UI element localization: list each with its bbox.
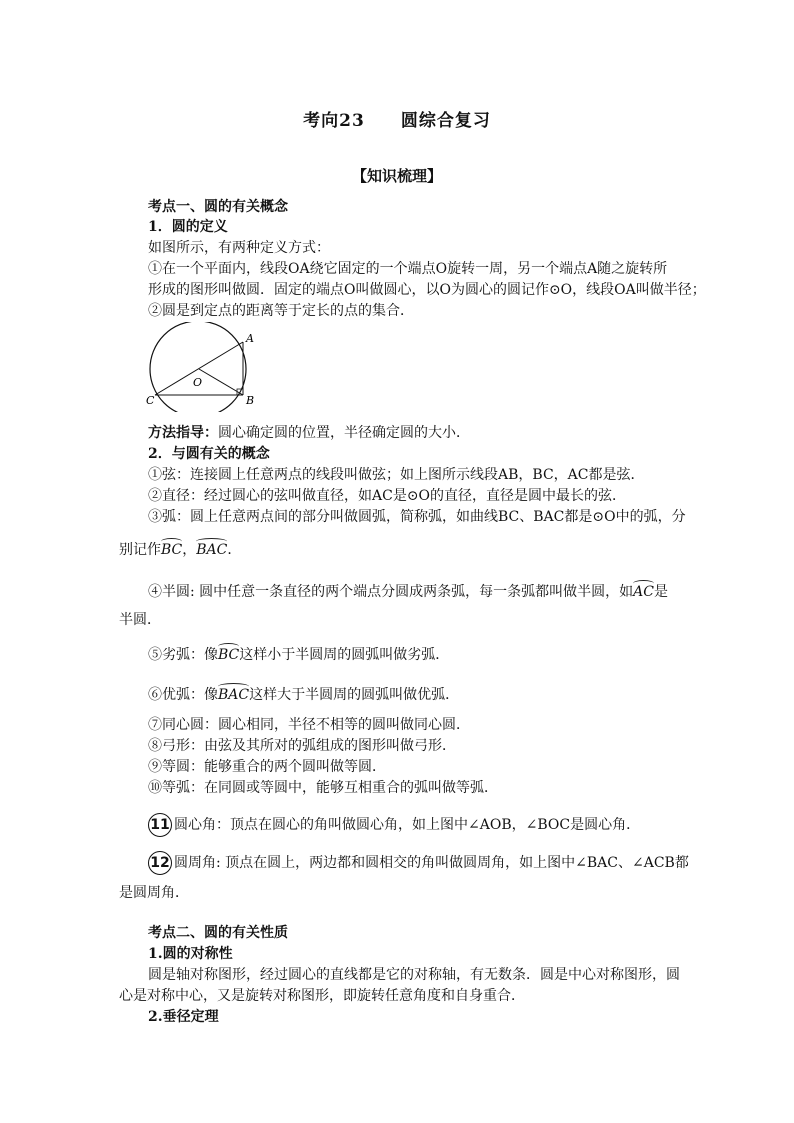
tip-label: 方法指导： xyxy=(148,425,218,441)
central-angle-text: 圆心角：顶点在圆心的角叫做圆心角，如上图中∠AOB，∠BOC是圆心角． xyxy=(174,817,641,833)
circle-outline xyxy=(150,322,246,412)
semicircle-pre: ④半圆: 圆中任意一条直径的两个端点分圆成两条弧，每一条弧都叫做半圆，如 xyxy=(148,584,634,600)
number-11-icon: 11 xyxy=(148,813,172,837)
s1-def1a: ①在一个平面内，线段OA绕它固定的一个端点O旋转一周，另一个端点A随之旋转所 xyxy=(148,261,668,277)
tip-line xyxy=(148,424,470,442)
circle-figure xyxy=(140,322,270,412)
concept-arc-a: ③弧：圆上任意两点间的部分叫做圆弧，简称弧，如曲线BC、BAC都是⊙O中的弧，分 xyxy=(148,509,686,525)
major-arc-end: 这样大于半圆周的圆弧叫做优弧． xyxy=(249,687,460,703)
s2-heading: 考点二、圆的有关性质 xyxy=(148,925,288,941)
concept-inscribed-angle-a xyxy=(148,850,689,876)
arc-bac-major: BAC xyxy=(218,687,250,703)
radius-ob xyxy=(199,369,243,395)
tip-text: 圆心确定圆的位置，半径确定圆的大小． xyxy=(218,425,470,441)
label-a: A xyxy=(246,332,254,345)
concept-diameter: ②直径：经过圆心的弦叫做直径，如AC是⊙O的直径，直径是圆中最长的弦． xyxy=(148,488,627,504)
s1-sub2: 2．与圆有关的概念 xyxy=(148,446,270,462)
concept-arc-b xyxy=(119,541,241,559)
concept-semicircle-b: 半圆． xyxy=(119,612,161,628)
section-subtitle: 【知识梳理】 xyxy=(351,167,442,185)
s2-sub2: 2.垂径定理 xyxy=(148,1009,219,1025)
arc-ac-notation: AC xyxy=(633,584,654,600)
minor-arc-end: 这样小于半圆周的圆弧叫做劣弧． xyxy=(239,647,450,663)
label-c: C xyxy=(146,394,155,407)
concept-segment: ⑧弓形：由弦及其所对的弧组成的图形叫做弓形． xyxy=(148,738,456,754)
s1-def2: ②圆是到定点的距离等于定长的点的集合． xyxy=(148,303,414,319)
semicircle-end: 是 xyxy=(654,584,668,600)
major-arc-pre: ⑥优弧：像 xyxy=(148,687,218,703)
symmetry-text-a: 圆是轴对称图形，经过圆心的直线都是它的对称轴，有无数条．圆是中心对称图形，圆 xyxy=(148,967,680,983)
inscribed-angle-text: 圆周角: 顶点在圆上，两边都和圆相交的角叫做圆周角，如上图中∠BAC、∠ACB都 xyxy=(174,855,689,871)
page-title: 考向23 圆综合复习 xyxy=(303,111,491,131)
concept-inscribed-angle-b: 是圆周角． xyxy=(119,885,189,901)
concept-major-arc xyxy=(148,686,459,704)
s2-sub1: 1.圆的对称性 xyxy=(148,946,233,962)
minor-arc-pre: ⑤劣弧：像 xyxy=(148,647,218,663)
concept-central-angle xyxy=(148,812,640,838)
number-12-icon: 12 xyxy=(148,851,172,875)
s1-intro: 如图所示，有两种定义方式： xyxy=(148,240,330,256)
s1-sub1: 1．圆的定义 xyxy=(148,219,228,235)
arc-b-pre: 别记作 xyxy=(119,542,161,558)
arc-b-end: ． xyxy=(227,542,242,558)
arc-b-sep: ， xyxy=(182,542,197,558)
arc-bc-notation: BC xyxy=(161,542,183,558)
arc-bc-minor: BC xyxy=(218,647,240,663)
concept-semicircle-a xyxy=(148,583,668,601)
concept-minor-arc xyxy=(148,646,449,664)
label-b: B xyxy=(246,394,255,407)
label-o: O xyxy=(193,376,203,389)
s1-heading: 考点一、圆的有关概念 xyxy=(148,199,288,215)
concept-concentric: ⑦同心圆：圆心相同，半径不相等的圆叫做同心圆． xyxy=(148,717,470,733)
symmetry-text-b: 心是对称中心，又是旋转对称图形，即旋转任意角度和自身重合． xyxy=(119,988,525,1004)
concept-equal-circles: ⑨等圆：能够重合的两个圆叫做等圆． xyxy=(148,759,386,775)
arc-bac-notation: BAC xyxy=(196,542,228,558)
s1-def1b: 形成的图形叫做圆．固定的端点O叫做圆心，以O为圆心的圆记作⊙O，线段OA叫做半径； xyxy=(148,282,706,298)
concept-equal-arcs: ⑩等弧：在同圆或等圆中，能够互相重合的弧叫做等弧． xyxy=(148,780,498,796)
concept-chord: ①弦：连接圆上任意两点的线段叫做弦；如上图所示线段AB，BC，AC都是弦． xyxy=(148,467,645,483)
